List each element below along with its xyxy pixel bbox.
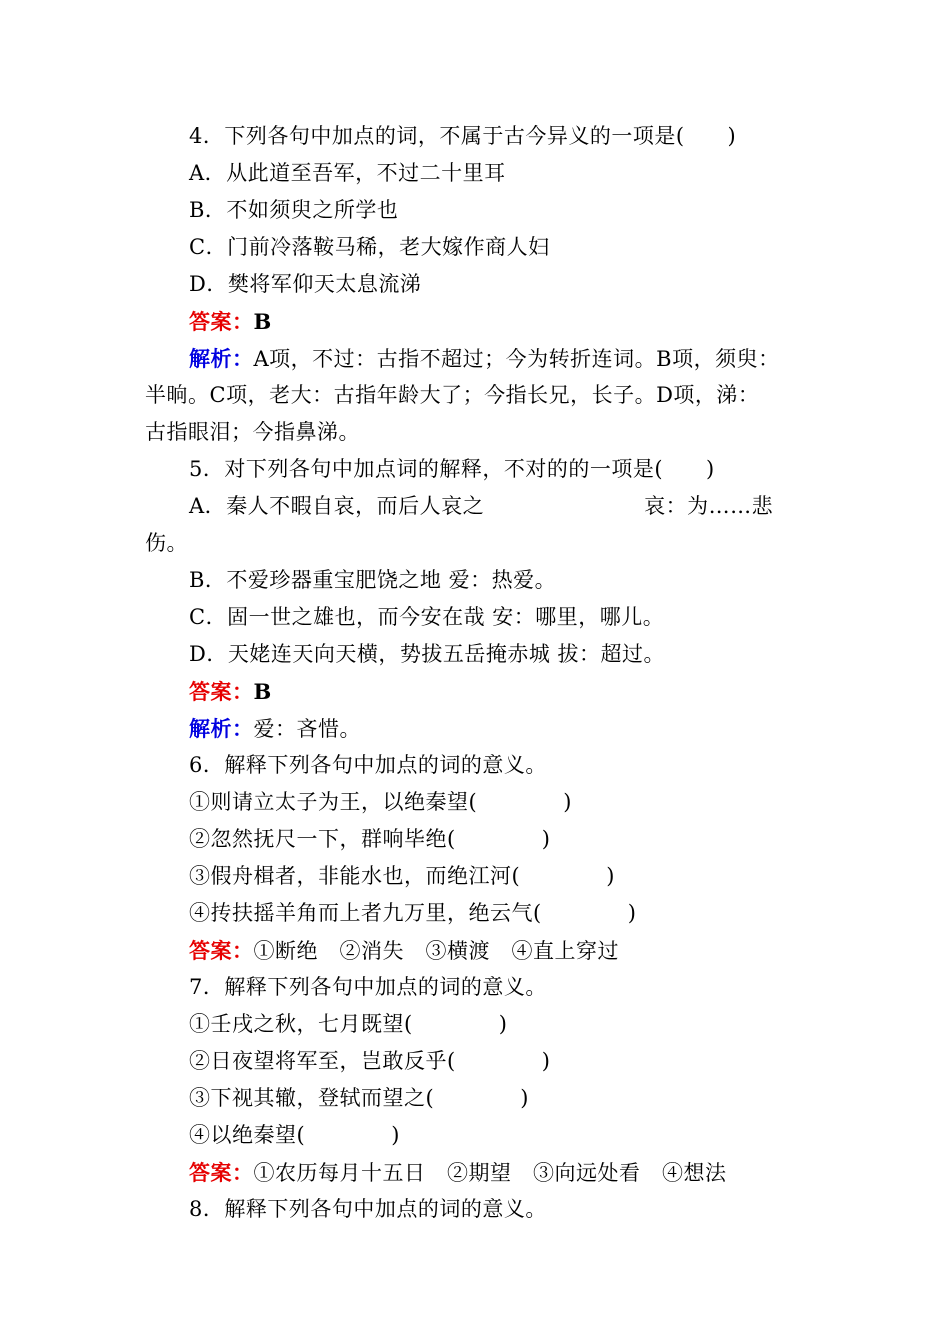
question-4-analysis-line-2: 半晌。C项，老大：古指年龄大了；今指长兄，长子。D项，涕： <box>145 383 760 407</box>
question-4-analysis-line-1 <box>145 340 825 377</box>
question-6-item-3: ③假舟楫者，非能水也，而绝江河( ) <box>189 864 615 888</box>
question-5-analysis <box>145 710 825 747</box>
question-7-answer <box>145 1154 825 1191</box>
answer-label: 答案： <box>189 679 254 704</box>
question-5-stem: 5．对下列各句中加点词的解释，不对的的一项是( ) <box>189 457 715 481</box>
analysis-text: 爱：吝惜。 <box>253 717 361 741</box>
question-8-stem: 8．解释下列各句中加点的词的意义。 <box>189 1197 547 1221</box>
question-5-option-c: C．固一世之雄也，而今安在哉 安：哪里，哪儿。 <box>189 605 665 629</box>
answer-label: 答案： <box>189 309 254 334</box>
answer-label: 答案： <box>189 1160 254 1185</box>
question-4-option-d: D．樊将军仰天太息流涕 <box>189 272 422 296</box>
answer-value: B <box>253 309 272 334</box>
question-4-answer <box>145 303 825 340</box>
question-4-analysis-line-3: 古指眼泪；今指鼻涕。 <box>145 420 360 444</box>
question-5-option-a-cont: 伤。 <box>145 531 188 555</box>
question-4-option-b: B．不如须臾之所学也 <box>189 198 399 222</box>
answer-value: B <box>253 679 272 704</box>
question-5-option-d: D．天姥连天向天横，势拔五岳掩赤城 拔：超过。 <box>189 642 666 666</box>
question-4-option-a: A．从此道至吾军，不过二十里耳 <box>189 161 506 185</box>
question-4-option-c: C．门前冷落鞍马稀，老大嫁作商人妇 <box>189 235 550 259</box>
analysis-label: 解析： <box>189 716 254 741</box>
question-4-stem: 4．下列各句中加点的词，不属于古今异义的一项是( ) <box>189 124 737 148</box>
question-7-item-4: ④以绝秦望( ) <box>189 1123 400 1147</box>
option-a-gloss: 哀：为……悲 <box>644 494 774 518</box>
answer-label: 答案： <box>189 938 254 963</box>
question-6-item-4: ④抟扶摇羊角而上者九万里，绝云气( ) <box>189 901 637 925</box>
question-7-item-2: ②日夜望将军至，岂敢反乎( ) <box>189 1049 551 1073</box>
question-6-item-2: ②忽然抚尺一下，群响毕绝( ) <box>189 827 551 851</box>
question-6-stem: 6．解释下列各句中加点的词的意义。 <box>189 753 547 777</box>
question-6-answer <box>145 932 825 969</box>
question-7-stem: 7．解释下列各句中加点的词的意义。 <box>189 975 547 999</box>
analysis-text: A项，不过：古指不超过；今为转折连词。B项，须臾： <box>253 347 780 371</box>
question-7-item-1: ①壬戌之秋，七月既望( ) <box>189 1012 508 1036</box>
question-7-item-3: ③下视其辙，登轼而望之( ) <box>189 1086 529 1110</box>
question-6-item-1: ①则请立太子为王，以绝秦望( ) <box>189 790 572 814</box>
question-5-option-b: B．不爱珍器重宝肥饶之地 爱：热爱。 <box>189 568 557 592</box>
analysis-label: 解析： <box>189 346 254 371</box>
question-5-answer <box>145 673 825 710</box>
answer-value: ①农历每月十五日 ②期望 ③向远处看 ④想法 <box>253 1161 727 1185</box>
question-5-option-a <box>145 488 825 525</box>
option-a-text: A．秦人不暇自哀，而后人哀之 <box>189 494 485 518</box>
answer-value: ①断绝 ②消失 ③横渡 ④直上穿过 <box>253 939 619 963</box>
document-page <box>145 118 825 1228</box>
